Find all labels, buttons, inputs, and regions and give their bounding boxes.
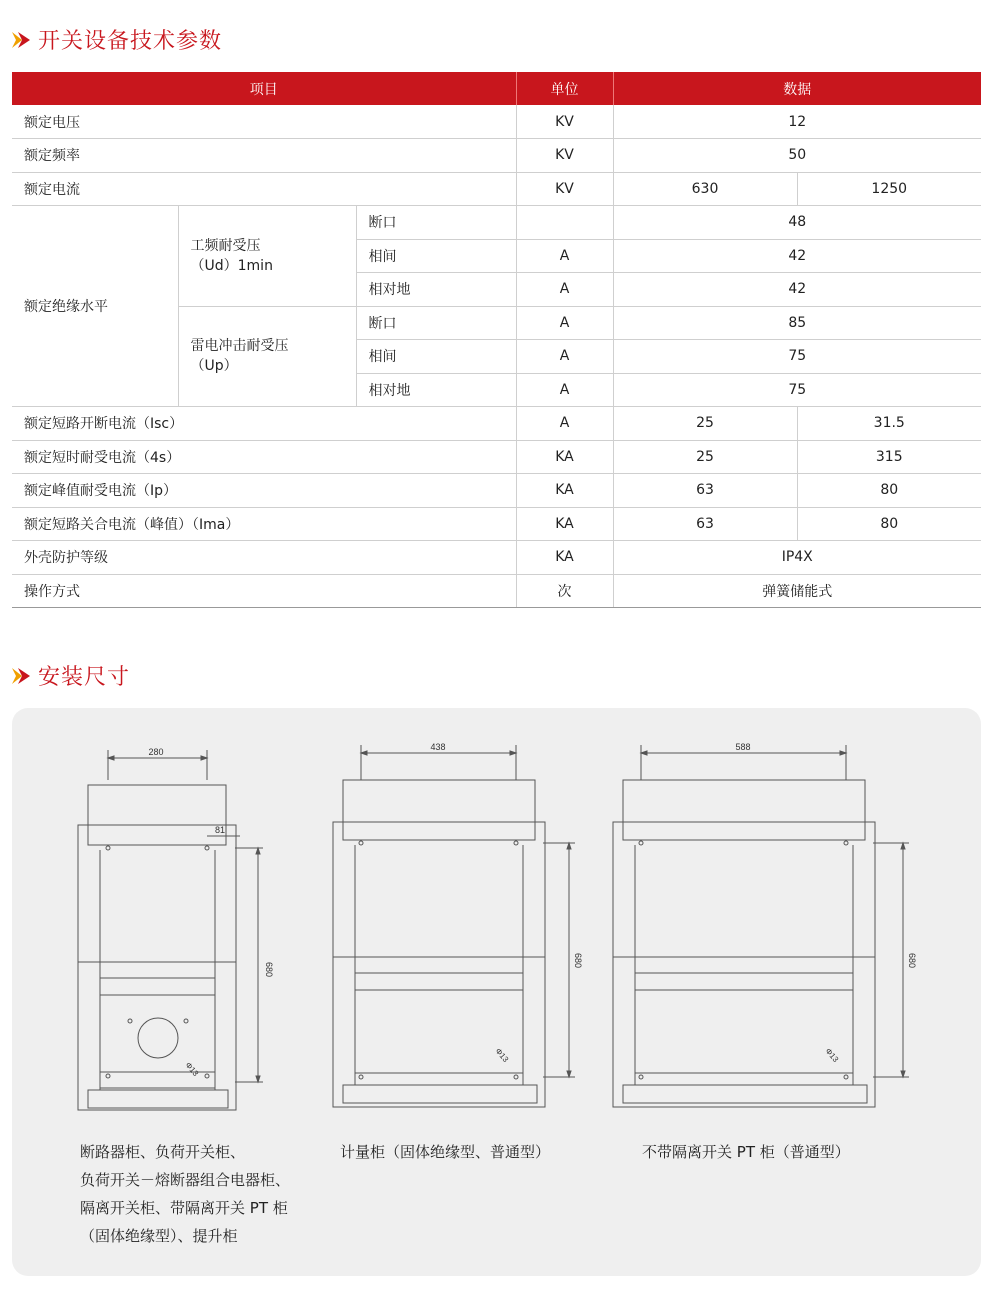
row-subitem: 断口	[356, 306, 516, 340]
row-item: 额定短路开断电流（Isc）	[12, 407, 516, 441]
row-value: 50	[613, 139, 981, 173]
row-unit: KA	[516, 440, 613, 474]
row-value: 42	[613, 273, 981, 307]
table-row	[12, 105, 981, 139]
caption-drawing-3: 不带隔离开关 PT 柜（普通型）	[642, 1143, 850, 1161]
row-value-2: 1250	[797, 172, 981, 206]
row-value-2: 80	[797, 474, 981, 508]
row-unit: KA	[516, 541, 613, 575]
svg-text:280: 280	[148, 747, 164, 757]
row-subitem: 断口	[356, 206, 516, 240]
svg-text:680: 680	[264, 962, 274, 978]
row-unit: A	[516, 373, 613, 407]
table-row	[12, 407, 981, 441]
header-data: 数据	[613, 72, 981, 105]
row-value: 42	[613, 239, 981, 273]
row-value: 弹簧储能式	[613, 574, 981, 608]
svg-text:Φ13: Φ13	[493, 1046, 511, 1064]
row-unit: KA	[516, 507, 613, 541]
table-row	[12, 574, 981, 608]
spec-table	[12, 72, 981, 608]
svg-text:Φ13: Φ13	[183, 1060, 201, 1078]
header-item: 项目	[12, 72, 516, 105]
svg-text:81: 81	[214, 825, 226, 835]
power-frequency-label: 工频耐受压 （Ud）1min	[178, 206, 356, 307]
row-item: 额定短时耐受电流（4s）	[12, 440, 516, 474]
table-row	[12, 541, 981, 575]
table-row	[12, 507, 981, 541]
cabinet-drawing-1	[70, 740, 280, 1120]
row-value: 75	[613, 373, 981, 407]
lightning-impulse-label: 雷电冲击耐受压 （Up）	[178, 306, 356, 407]
table-row	[12, 474, 981, 508]
row-subitem: 相间	[356, 239, 516, 273]
header-unit: 单位	[516, 72, 613, 105]
section-title-dimensions	[12, 660, 130, 691]
caption-drawing-2: 计量柜（固体绝缘型、普通型）	[340, 1143, 551, 1161]
row-unit: A	[516, 407, 613, 441]
row-subitem: 相间	[356, 340, 516, 374]
svg-text:438: 438	[430, 742, 446, 752]
row-unit: KV	[516, 139, 613, 173]
row-value: IP4X	[613, 541, 981, 575]
row-item: 额定电压	[12, 105, 516, 139]
row-unit: KV	[516, 105, 613, 139]
caption-drawing-1: 断路器柜、负荷开关柜、 负荷开关－熔断器组合电器柜、 隔离开关柜、带隔离开关 PT 柜 （固体绝缘型）、提升柜	[80, 1143, 291, 1245]
svg-text:Φ13: Φ13	[823, 1046, 841, 1064]
arrow-bullet-icon	[12, 32, 30, 48]
row-value-1: 25	[613, 440, 797, 474]
cabinet-drawing-3	[605, 735, 925, 1115]
arrow-bullet-icon	[12, 668, 30, 684]
row-value-1: 63	[613, 507, 797, 541]
section-title-specs	[12, 24, 222, 55]
row-item: 额定频率	[12, 139, 516, 173]
row-value: 75	[613, 340, 981, 374]
row-unit: A	[516, 239, 613, 273]
svg-text:680: 680	[573, 953, 583, 969]
table-row	[12, 172, 981, 206]
section-title-text: 开关设备技术参数	[38, 29, 223, 54]
row-value-1: 630	[613, 172, 797, 206]
row-item: 外壳防护等级	[12, 541, 516, 575]
row-subitem: 相对地	[356, 373, 516, 407]
cabinet-drawing-2	[325, 735, 595, 1115]
row-unit: A	[516, 273, 613, 307]
svg-text:588: 588	[735, 742, 751, 752]
row-value-2: 80	[797, 507, 981, 541]
row-unit: KV	[516, 172, 613, 206]
row-unit: A	[516, 340, 613, 374]
row-item: 操作方式	[12, 574, 516, 608]
row-unit: 次	[516, 574, 613, 608]
row-value: 85	[613, 306, 981, 340]
row-item: 额定电流	[12, 172, 516, 206]
row-value: 12	[613, 105, 981, 139]
svg-text:680: 680	[907, 953, 917, 969]
section-title-text: 安装尺寸	[38, 665, 131, 690]
table-row	[12, 206, 981, 240]
row-value: 48	[613, 206, 981, 240]
row-value-2: 315	[797, 440, 981, 474]
row-unit: A	[516, 306, 613, 340]
table-row	[12, 139, 981, 173]
row-unit: KA	[516, 474, 613, 508]
row-value-1: 25	[613, 407, 797, 441]
table-header-row	[12, 72, 981, 105]
row-item: 额定短路关合电流（峰值）（Ima）	[12, 507, 516, 541]
row-value-1: 63	[613, 474, 797, 508]
row-subitem: 相对地	[356, 273, 516, 307]
row-unit	[516, 206, 613, 240]
row-item: 额定绝缘水平	[12, 206, 178, 407]
table-row	[12, 440, 981, 474]
row-item: 额定峰值耐受电流（Ip）	[12, 474, 516, 508]
row-value-2: 31.5	[797, 407, 981, 441]
